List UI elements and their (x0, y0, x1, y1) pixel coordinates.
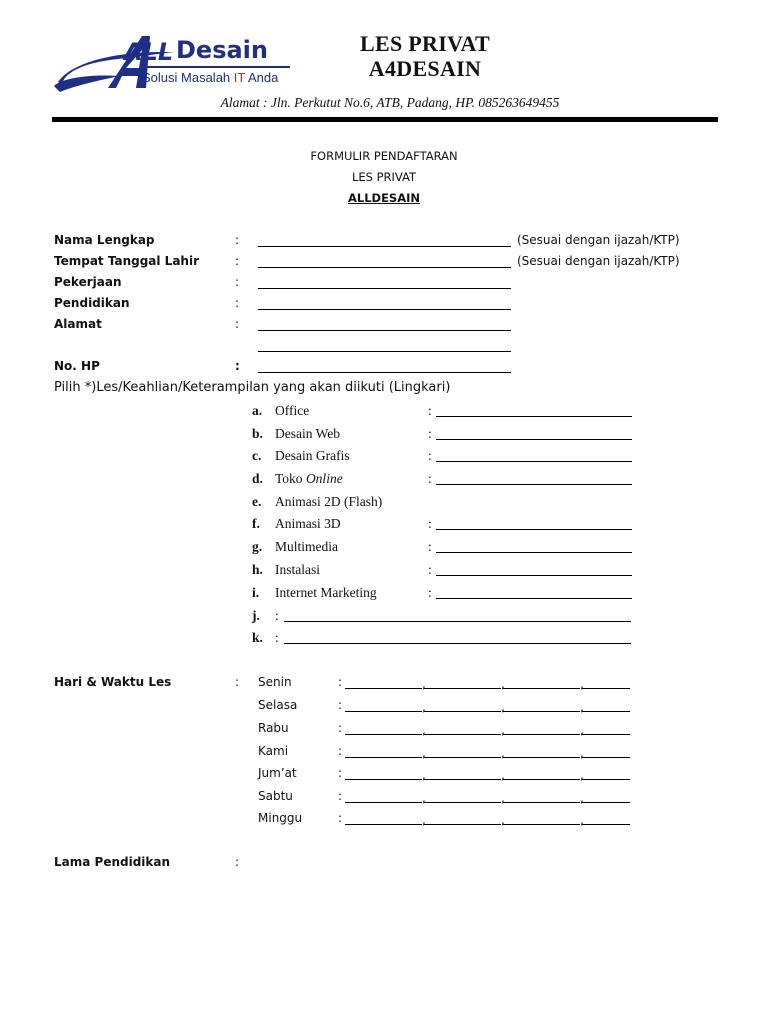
time-slot-line[interactable] (424, 824, 501, 825)
day-name: Kami (258, 744, 289, 758)
logo-brand-part2: Desain (176, 36, 268, 64)
time-slot-comma: , (422, 768, 426, 782)
option-name: Desain Web (275, 426, 341, 441)
option-letter: k. (252, 630, 263, 645)
time-slot-line[interactable] (345, 711, 422, 712)
field-input-line[interactable] (258, 288, 511, 289)
option-letter: b. (252, 426, 263, 441)
option-letter: f. (252, 516, 260, 531)
option-letter: h. (252, 562, 263, 577)
field-colon: : (235, 233, 240, 247)
option-input-line[interactable] (436, 439, 632, 440)
time-slot-comma: , (422, 746, 426, 760)
time-slot-line[interactable] (503, 757, 580, 758)
day-colon: : (338, 811, 343, 825)
day-colon: : (338, 766, 343, 780)
day-name: Jum’at (258, 766, 297, 780)
option-letter: i. (252, 585, 260, 600)
field-input-line[interactable] (258, 267, 511, 268)
option-input-line[interactable] (436, 484, 632, 485)
field-colon: : (235, 275, 240, 289)
time-slot-line[interactable] (503, 802, 580, 803)
time-slot-comma: , (580, 791, 584, 805)
day-colon: : (338, 789, 343, 803)
time-slot-line[interactable] (582, 734, 630, 735)
option-colon: : (275, 630, 279, 645)
schedule-label: Hari & Waktu Les (54, 675, 172, 689)
option-input-line[interactable] (284, 643, 631, 644)
option-name: Animasi 2D (Flash) (275, 494, 383, 509)
time-slot-comma: , (422, 723, 426, 737)
option-name: Office (275, 403, 310, 418)
option-colon: : (275, 608, 279, 623)
option-colon: : (428, 516, 432, 531)
time-slot-line[interactable] (424, 688, 501, 689)
field-input-line[interactable] (258, 309, 511, 310)
day-name: Senin (258, 675, 292, 689)
option-name: Desain Grafis (275, 448, 350, 463)
time-slot-comma: , (501, 677, 505, 691)
time-slot-comma: , (501, 768, 505, 782)
option-letter: c. (252, 448, 262, 463)
option-input-line[interactable] (436, 575, 632, 576)
time-slot-line[interactable] (345, 779, 422, 780)
time-slot-comma: , (580, 700, 584, 714)
time-slot-comma: , (422, 700, 426, 714)
time-slot-comma: , (422, 677, 426, 691)
day-name: Rabu (258, 721, 289, 735)
option-letter: a. (252, 403, 263, 418)
option-colon: : (428, 426, 432, 441)
time-slot-line[interactable] (503, 711, 580, 712)
option-colon: : (428, 585, 432, 600)
alldesain-logo (50, 30, 290, 96)
field-label: Pekerjaan (54, 275, 122, 289)
option-colon: : (428, 403, 432, 418)
time-slot-line[interactable] (424, 757, 501, 758)
time-slot-line[interactable] (582, 779, 630, 780)
form-heading1: FORMULIR PENDAFTARAN (310, 149, 458, 163)
duration-colon: : (235, 855, 240, 869)
day-name: Selasa (258, 698, 298, 712)
field-input-line[interactable] (258, 246, 511, 247)
field-note: (Sesuai dengan ijazah/KTP) (517, 254, 680, 268)
schedule-colon: : (235, 675, 240, 689)
time-slot-line[interactable] (582, 711, 630, 712)
option-colon: : (428, 539, 432, 554)
title-line1: LES PRIVAT (360, 31, 490, 56)
option-name (275, 471, 343, 487)
field-colon: : (235, 317, 240, 331)
option-colon: : (428, 471, 432, 486)
time-slot-line[interactable] (424, 711, 501, 712)
time-slot-comma: , (422, 813, 426, 827)
option-input-line[interactable] (436, 416, 632, 417)
day-name: Sabtu (258, 789, 293, 803)
time-slot-line[interactable] (582, 802, 630, 803)
option-letter: d. (252, 471, 263, 486)
time-slot-line[interactable] (503, 779, 580, 780)
field-label: Alamat (54, 317, 102, 331)
logo-brand-part1: ALL (124, 38, 174, 66)
time-slot-comma: , (580, 813, 584, 827)
time-slot-line[interactable] (582, 824, 630, 825)
logo-tagline-it: IT (233, 70, 246, 85)
time-slot-line[interactable] (345, 757, 422, 758)
time-slot-line[interactable] (345, 688, 422, 689)
address: Alamat : Jln. Perkutut No.6, ATB, Padang, HP. 085263649455 (220, 95, 560, 110)
option-name: Internet Marketing (275, 585, 377, 600)
field-note: (Sesuai dengan ijazah/KTP) (517, 233, 680, 247)
option-input-line[interactable] (436, 529, 632, 530)
time-slot-line[interactable] (424, 734, 501, 735)
option-letter: e. (252, 494, 262, 509)
field-input-line[interactable] (258, 330, 511, 331)
time-slot-comma: , (501, 813, 505, 827)
logo-underline (140, 66, 290, 68)
time-slot-comma: , (580, 677, 584, 691)
time-slot-line[interactable] (345, 824, 422, 825)
title-line2: A4DESAIN (368, 56, 482, 81)
time-slot-comma: , (501, 746, 505, 760)
duration-label: Lama Pendidikan (54, 855, 171, 869)
option-letter: j. (252, 608, 260, 623)
logo-tagline (142, 70, 278, 85)
logo-tagline-part1: Solusi Masalah (142, 70, 234, 85)
form-heading2: LES PRIVAT (351, 170, 417, 184)
field-label: Tempat Tanggal Lahir (54, 254, 200, 268)
time-slot-line[interactable] (503, 734, 580, 735)
time-slot-comma: , (501, 700, 505, 714)
field-colon: : (235, 359, 240, 373)
option-letter: g. (252, 539, 263, 554)
time-slot-comma: , (580, 746, 584, 760)
time-slot-line[interactable] (582, 757, 630, 758)
option-name: Animasi 3D (275, 516, 341, 531)
option-input-line[interactable] (436, 598, 632, 599)
time-slot-comma: , (580, 723, 584, 737)
field-colon: : (235, 254, 240, 268)
time-slot-line[interactable] (424, 779, 501, 780)
time-slot-comma: , (422, 791, 426, 805)
time-slot-line[interactable] (503, 824, 580, 825)
time-slot-comma: , (580, 768, 584, 782)
time-slot-comma: , (501, 723, 505, 737)
day-name: Minggu (258, 811, 303, 825)
field-label: Nama Lengkap (54, 233, 155, 247)
form-heading3: ALLDESAIN (347, 191, 421, 205)
header-rule (52, 117, 718, 122)
option-colon: : (428, 448, 432, 463)
option-input-line[interactable] (436, 552, 632, 553)
day-colon: : (338, 698, 343, 712)
option-name-text: Toko (275, 471, 306, 486)
option-name-italic: Online (305, 471, 343, 486)
time-slot-line[interactable] (345, 802, 422, 803)
time-slot-line[interactable] (503, 688, 580, 689)
option-input-line[interactable] (284, 621, 631, 622)
field-colon: : (235, 296, 240, 310)
field-input-line[interactable] (258, 372, 511, 373)
option-name: Instalasi (275, 562, 320, 577)
field-label: Pendidikan (54, 296, 130, 310)
choice-title: Pilih *)Les/Keahlian/Keterampilan yang akan diikuti (Lingkari) (54, 380, 451, 395)
day-colon: : (338, 675, 343, 689)
time-slot-line[interactable] (582, 688, 630, 689)
time-slot-line[interactable] (424, 802, 501, 803)
time-slot-comma: , (501, 791, 505, 805)
field-label: No. HP (54, 359, 100, 373)
day-colon: : (338, 744, 343, 758)
option-name: Multimedia (275, 539, 338, 554)
option-colon: : (428, 562, 432, 577)
day-colon: : (338, 721, 343, 735)
field-input-line-2[interactable] (258, 351, 511, 352)
option-input-line[interactable] (436, 461, 632, 462)
time-slot-line[interactable] (345, 734, 422, 735)
logo-tagline-part2: Anda (245, 70, 279, 85)
